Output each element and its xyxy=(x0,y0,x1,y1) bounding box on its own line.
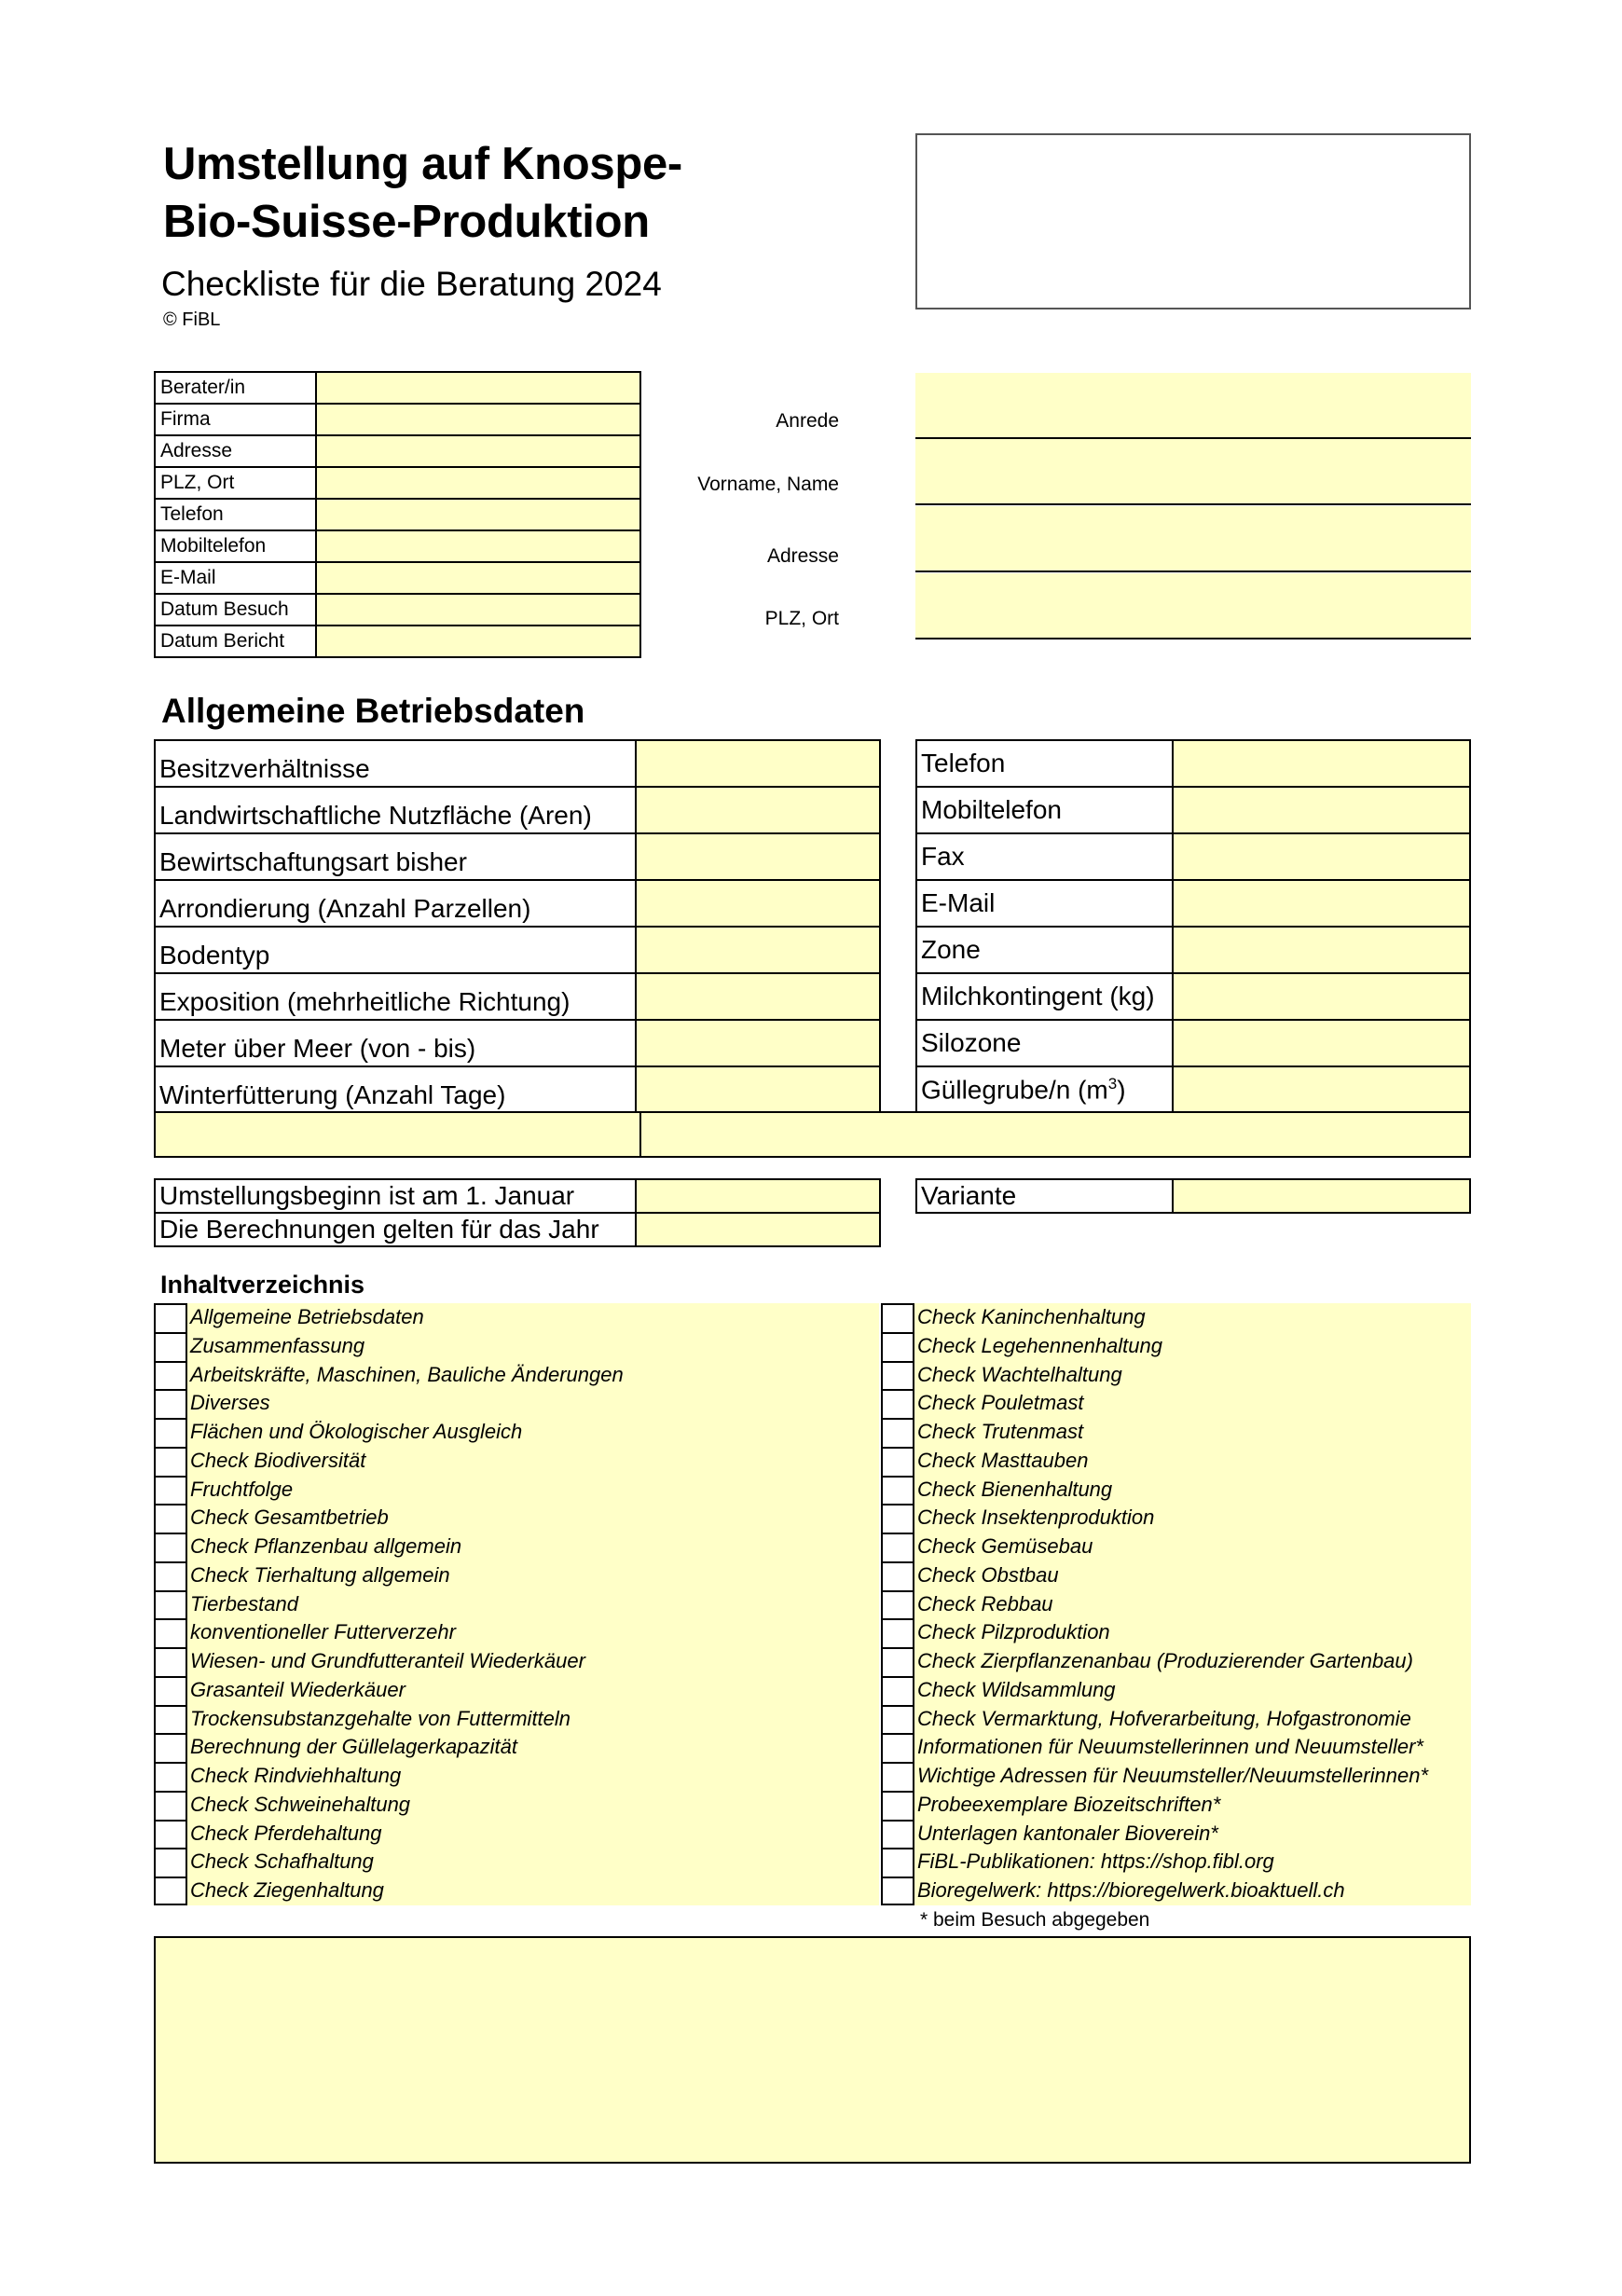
toc-checkbox[interactable] xyxy=(881,1820,914,1849)
general-row xyxy=(155,927,880,973)
toc-checkbox[interactable] xyxy=(881,1389,914,1418)
general-row xyxy=(916,1020,1470,1066)
toc-checkbox[interactable] xyxy=(881,1877,914,1905)
advisor-row xyxy=(155,435,640,467)
toc-item-label: Zusammenfassung xyxy=(187,1332,879,1361)
toc-checkbox[interactable] xyxy=(881,1618,914,1647)
toc-item xyxy=(881,1877,1471,1905)
toc-item-label: Check Bienenhaltung xyxy=(914,1476,1471,1505)
general-field-input[interactable] xyxy=(636,1066,880,1113)
advisor-row xyxy=(155,594,640,626)
toc-item-label: Check Legehennenhaltung xyxy=(914,1332,1471,1361)
toc-item xyxy=(881,1733,1471,1762)
toc-item xyxy=(881,1647,1471,1676)
toc-item-label: Check Masttauben xyxy=(914,1447,1471,1476)
general-field-input[interactable] xyxy=(1173,880,1470,927)
toc-checkbox[interactable] xyxy=(881,1504,914,1533)
toc-item-label: Check Rebbau xyxy=(914,1590,1471,1619)
advisor-field-label: Berater/in xyxy=(155,372,316,404)
toc-item-label: Trockensubstanzgehalte von Futtermitteln xyxy=(187,1705,879,1734)
toc-checkbox[interactable] xyxy=(881,1647,914,1676)
toc-checkbox[interactable] xyxy=(154,1791,187,1820)
notes-field[interactable] xyxy=(154,1936,1471,2164)
general-field-input[interactable] xyxy=(636,927,880,973)
general-field-input[interactable] xyxy=(1173,927,1470,973)
toc-item xyxy=(154,1647,879,1676)
slurry-pit-label-close: ) xyxy=(1117,1075,1126,1105)
toc-item xyxy=(881,1389,1471,1418)
toc-item-label: Unterlagen kantonaler Bioverein* xyxy=(914,1820,1471,1849)
general-row xyxy=(916,787,1470,833)
toc-checkbox[interactable] xyxy=(881,1791,914,1820)
toc-item xyxy=(154,1389,879,1418)
client-label-name: Vorname, Name xyxy=(697,474,839,495)
toc-item xyxy=(881,1590,1471,1619)
advisor-field-input[interactable] xyxy=(316,562,640,594)
variant-label: Variante xyxy=(916,1179,1173,1213)
footnote: * beim Besuch abgegeben xyxy=(920,1909,1150,1931)
toc-item-label: Check Vermarktung, Hofverarbeitung, Hofgastronomie xyxy=(914,1705,1471,1734)
general-field-input[interactable] xyxy=(1173,1020,1470,1066)
subtitle: Checkliste für die Beratung 2024 xyxy=(161,265,662,303)
toc-item-label: Check Rindviehhaltung xyxy=(187,1762,879,1791)
general-field-input[interactable] xyxy=(636,833,880,880)
general-field-label: Besitzverhältnisse xyxy=(155,740,636,787)
client-address-field[interactable] xyxy=(915,506,1471,572)
toc-item xyxy=(154,1848,879,1877)
toc-item-label: Check Schweinehaltung xyxy=(187,1791,879,1820)
advisor-field-label: PLZ, Ort xyxy=(155,467,316,499)
general-row xyxy=(155,740,880,787)
general-row xyxy=(916,927,1470,973)
toc-item-label: konventioneller Futterverzehr xyxy=(187,1618,879,1647)
toc-checkbox[interactable] xyxy=(154,1533,187,1561)
general-field-input[interactable] xyxy=(636,1020,880,1066)
toc-item xyxy=(154,1791,879,1820)
advisor-field-label: Mobiltelefon xyxy=(155,530,316,562)
logo-placeholder-box xyxy=(915,133,1471,309)
toc-item xyxy=(881,1676,1471,1705)
toc-item xyxy=(154,1303,879,1332)
advisor-field-label: Telefon xyxy=(155,499,316,530)
general-row xyxy=(155,973,880,1020)
general-field-input[interactable] xyxy=(1173,787,1470,833)
slurry-pit-label-text: Güllegrube/n (m xyxy=(921,1075,1108,1105)
toc-checkbox[interactable] xyxy=(154,1705,187,1734)
client-label-salutation: Anrede xyxy=(776,410,839,432)
toc-item xyxy=(154,1590,879,1619)
toc-item xyxy=(154,1418,879,1447)
toc-item-label: Check Obstbau xyxy=(914,1561,1471,1590)
general-row xyxy=(916,880,1470,927)
toc-checkbox[interactable] xyxy=(881,1476,914,1505)
toc-right-list xyxy=(881,1303,1471,1905)
toc-item xyxy=(154,1476,879,1505)
toc-checkbox[interactable] xyxy=(881,1361,914,1390)
conversion-start-label: Umstellungsbeginn ist am 1. Januar xyxy=(155,1179,636,1213)
toc-item-label: Arbeitskräfte, Maschinen, Bauliche Änderungen xyxy=(187,1361,879,1390)
general-row xyxy=(155,1066,880,1113)
general-field-input[interactable] xyxy=(1173,740,1470,787)
toc-checkbox[interactable] xyxy=(881,1733,914,1762)
toc-checkbox[interactable] xyxy=(881,1447,914,1476)
toc-item-label: Informationen für Neuumstellerinnen und Neuumsteller* xyxy=(914,1733,1471,1762)
toc-item-label: Check Wildsammlung xyxy=(914,1676,1471,1705)
client-label-address: Adresse xyxy=(766,545,839,567)
general-field-input[interactable] xyxy=(636,880,880,927)
calculation-year-field[interactable] xyxy=(636,1213,880,1246)
slurry-pit-label xyxy=(916,1066,1173,1113)
general-row xyxy=(155,880,880,927)
toc-item-label: Bioregelwerk: https://bioregelwerk.bioaktuell.ch xyxy=(914,1877,1471,1905)
toc-item-label: FiBL-Publikationen: https://shop.fibl.org xyxy=(914,1848,1471,1877)
toc-checkbox[interactable] xyxy=(154,1820,187,1849)
variant-field[interactable] xyxy=(1173,1179,1470,1213)
toc-item xyxy=(154,1361,879,1390)
general-field-label: Bodentyp xyxy=(155,927,636,973)
general-field-label: Fax xyxy=(916,833,1173,880)
toc-item-label: Probeexemplare Biozeitschriften* xyxy=(914,1791,1471,1820)
toc-item xyxy=(881,1618,1471,1647)
general-field-input[interactable] xyxy=(1173,833,1470,880)
toc-checkbox[interactable] xyxy=(881,1762,914,1791)
general-data-right-table xyxy=(915,739,1471,1114)
toc-checkbox[interactable] xyxy=(881,1418,914,1447)
advisor-row xyxy=(155,499,640,530)
toc-item xyxy=(154,1705,879,1734)
toc-checkbox[interactable] xyxy=(154,1647,187,1676)
toc-item-label: Check Gesamtbetrieb xyxy=(187,1504,879,1533)
general-row xyxy=(155,833,880,880)
toc-item xyxy=(154,1618,879,1647)
toc-item xyxy=(881,1705,1471,1734)
general-field-label: Zone xyxy=(916,927,1173,973)
client-name-field[interactable] xyxy=(915,439,1471,505)
general-row xyxy=(155,1020,880,1066)
advisor-field-input[interactable] xyxy=(316,467,640,499)
toc-checkbox[interactable] xyxy=(154,1590,187,1619)
toc-checkbox[interactable] xyxy=(154,1418,187,1447)
toc-item-label: Wiesen- und Grundfutteranteil Wiederkäuer xyxy=(187,1647,879,1676)
advisor-field-input[interactable] xyxy=(316,594,640,626)
toc-item xyxy=(154,1533,879,1561)
general-field-input[interactable] xyxy=(636,740,880,787)
general-row xyxy=(916,740,1470,787)
advisor-field-input[interactable] xyxy=(316,626,640,657)
toc-item-label: Diverses xyxy=(187,1389,879,1418)
toc-item xyxy=(154,1332,879,1361)
toc-checkbox[interactable] xyxy=(881,1705,914,1734)
toc-item-label: Check Pflanzenbau allgemein xyxy=(187,1533,879,1561)
general-row xyxy=(916,1066,1470,1113)
toc-item xyxy=(154,1762,879,1791)
toc-checkbox[interactable] xyxy=(154,1762,187,1791)
general-field-label: Arrondierung (Anzahl Parzellen) xyxy=(155,880,636,927)
toc-checkbox[interactable] xyxy=(881,1332,914,1361)
toc-checkbox[interactable] xyxy=(154,1618,187,1647)
toc-item xyxy=(881,1418,1471,1447)
toc-title: Inhaltverzeichnis xyxy=(160,1271,365,1299)
toc-item xyxy=(881,1303,1471,1332)
toc-item xyxy=(881,1791,1471,1820)
toc-checkbox[interactable] xyxy=(154,1561,187,1590)
general-row xyxy=(916,833,1470,880)
general-field-label: Milchkontingent (kg) xyxy=(916,973,1173,1020)
toc-item xyxy=(154,1447,879,1476)
advisor-field-input[interactable] xyxy=(316,530,640,562)
toc-item xyxy=(881,1762,1471,1791)
toc-item-label: Check Pilzproduktion xyxy=(914,1618,1471,1647)
general-field-input[interactable] xyxy=(636,787,880,833)
toc-item xyxy=(881,1561,1471,1590)
toc-item xyxy=(154,1561,879,1590)
toc-checkbox[interactable] xyxy=(154,1676,187,1705)
extra-field-left[interactable] xyxy=(154,1111,641,1158)
section-heading-general: Allgemeine Betriebsdaten xyxy=(161,692,585,730)
conversion-table xyxy=(154,1178,881,1247)
advisor-field-label: Datum Bericht xyxy=(155,626,316,657)
general-field-label: Mobiltelefon xyxy=(916,787,1173,833)
advisor-row xyxy=(155,530,640,562)
toc-checkbox[interactable] xyxy=(881,1590,914,1619)
toc-item xyxy=(881,1476,1471,1505)
extra-field-right[interactable] xyxy=(639,1111,1471,1158)
advisor-row xyxy=(155,626,640,657)
general-field-label: Silozone xyxy=(916,1020,1173,1066)
toc-checkbox[interactable] xyxy=(881,1848,914,1877)
general-row xyxy=(916,973,1470,1020)
advisor-field-label: Datum Besuch xyxy=(155,594,316,626)
title-line-2: Bio-Suisse-Produktion xyxy=(163,197,650,247)
toc-item xyxy=(154,1504,879,1533)
toc-checkbox[interactable] xyxy=(154,1733,187,1762)
toc-item-label: Fruchtfolge xyxy=(187,1476,879,1505)
variant-table xyxy=(915,1178,1471,1214)
toc-item xyxy=(881,1361,1471,1390)
toc-item-label: Check Tierhaltung allgemein xyxy=(187,1561,879,1590)
general-field-label: Telefon xyxy=(916,740,1173,787)
general-field-label: Landwirtschaftliche Nutzfläche (Aren) xyxy=(155,787,636,833)
toc-item-label: Check Pouletmast xyxy=(914,1389,1471,1418)
toc-checkbox[interactable] xyxy=(881,1533,914,1561)
toc-item-label: Check Trutenmast xyxy=(914,1418,1471,1447)
advisor-field-input[interactable] xyxy=(316,372,640,404)
advisor-row xyxy=(155,372,640,404)
toc-item xyxy=(154,1877,879,1905)
toc-item-label: Check Pferdehaltung xyxy=(187,1820,879,1849)
general-field-label: Winterfütterung (Anzahl Tage) xyxy=(155,1066,636,1113)
toc-item-label: Tierbestand xyxy=(187,1590,879,1619)
toc-item-label: Berechnung der Güllelagerkapazität xyxy=(187,1733,879,1762)
client-zip-city-field[interactable] xyxy=(915,573,1471,639)
toc-item xyxy=(154,1676,879,1705)
toc-item-label: Check Schafhaltung xyxy=(187,1848,879,1877)
toc-item xyxy=(881,1533,1471,1561)
toc-item xyxy=(154,1733,879,1762)
general-row xyxy=(155,787,880,833)
advisor-row xyxy=(155,404,640,435)
general-field-label: Exposition (mehrheitliche Richtung) xyxy=(155,973,636,1020)
toc-checkbox[interactable] xyxy=(154,1389,187,1418)
toc-item-label: Check Insektenproduktion xyxy=(914,1504,1471,1533)
toc-item xyxy=(881,1820,1471,1849)
advisor-field-label: Firma xyxy=(155,404,316,435)
toc-item-label: Allgemeine Betriebsdaten xyxy=(187,1303,879,1332)
toc-item xyxy=(881,1848,1471,1877)
client-label-zip-city: PLZ, Ort xyxy=(764,608,839,629)
advisor-field-label: E-Mail xyxy=(155,562,316,594)
toc-item-label: Check Zierpflanzenanbau (Produzierender Gartenbau) xyxy=(914,1647,1471,1676)
general-field-label: E-Mail xyxy=(916,880,1173,927)
toc-item xyxy=(881,1447,1471,1476)
toc-item-label: Check Wachtelhaltung xyxy=(914,1361,1471,1390)
general-field-label: Meter über Meer (von - bis) xyxy=(155,1020,636,1066)
advisor-field-input[interactable] xyxy=(316,404,640,435)
toc-item-label: Wichtige Adressen für Neuumsteller/Neuumstellerinnen* xyxy=(914,1762,1471,1791)
page-title xyxy=(163,135,682,251)
slurry-pit-unit-exponent: 3 xyxy=(1107,1074,1118,1093)
toc-item xyxy=(154,1820,879,1849)
toc-item xyxy=(881,1504,1471,1533)
advisor-row xyxy=(155,467,640,499)
toc-item-label: Flächen und Ökologischer Ausgleich xyxy=(187,1418,879,1447)
toc-checkbox[interactable] xyxy=(154,1447,187,1476)
toc-item-label: Check Biodiversität xyxy=(187,1447,879,1476)
toc-left-list xyxy=(154,1303,879,1905)
toc-checkbox[interactable] xyxy=(154,1361,187,1390)
advisor-row xyxy=(155,562,640,594)
copyright: © FiBL xyxy=(163,309,221,330)
general-data-left-table xyxy=(154,739,881,1114)
toc-checkbox[interactable] xyxy=(881,1561,914,1590)
advisor-table xyxy=(154,371,641,658)
toc-checkbox[interactable] xyxy=(154,1332,187,1361)
client-salutation-field[interactable] xyxy=(915,373,1471,439)
toc-item-label: Check Kaninchenhaltung xyxy=(914,1303,1471,1332)
slurry-pit-input[interactable] xyxy=(1173,1066,1470,1113)
toc-checkbox[interactable] xyxy=(881,1303,914,1332)
calculation-year-label: Die Berechnungen gelten für das Jahr xyxy=(155,1213,636,1246)
conversion-start-field[interactable] xyxy=(636,1179,880,1213)
general-field-input[interactable] xyxy=(1173,973,1470,1020)
toc-checkbox[interactable] xyxy=(154,1877,187,1905)
general-field-label: Bewirtschaftungsart bisher xyxy=(155,833,636,880)
toc-checkbox[interactable] xyxy=(154,1848,187,1877)
title-line-1: Umstellung auf Knospe- xyxy=(163,139,682,189)
advisor-field-input[interactable] xyxy=(316,435,640,467)
toc-checkbox[interactable] xyxy=(154,1504,187,1533)
toc-item-label: Check Gemüsebau xyxy=(914,1533,1471,1561)
toc-checkbox[interactable] xyxy=(154,1303,187,1332)
advisor-field-input[interactable] xyxy=(316,499,640,530)
advisor-field-label: Adresse xyxy=(155,435,316,467)
toc-item xyxy=(881,1332,1471,1361)
general-field-input[interactable] xyxy=(636,973,880,1020)
toc-checkbox[interactable] xyxy=(154,1476,187,1505)
toc-checkbox[interactable] xyxy=(881,1676,914,1705)
toc-item-label: Check Ziegenhaltung xyxy=(187,1877,879,1905)
toc-item-label: Grasanteil Wiederkäuer xyxy=(187,1676,879,1705)
